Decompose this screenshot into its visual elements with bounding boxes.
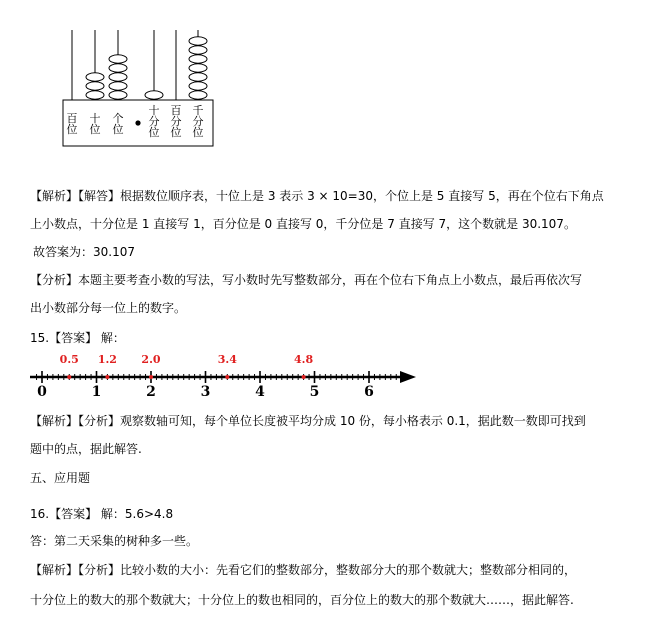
tick-label: 5 — [309, 384, 320, 400]
abacus-bead — [86, 82, 104, 90]
tick-label: 6 — [364, 384, 374, 400]
abacus-label-char: 十 — [89, 112, 101, 125]
q15-header: 15.【答案】 解： — [30, 331, 125, 345]
abacus-bead — [109, 91, 127, 99]
abacus-label-char: 位 — [170, 126, 182, 139]
abacus-label-char: 位 — [192, 126, 204, 139]
abacus-label-char: 位 — [148, 126, 160, 139]
point-marker — [105, 375, 109, 379]
summary-line-1: 【分析】本题主要考查小数的写法，写小数时先写整数部分，再在个位右下角点上小数点，最后再依次写 — [30, 273, 583, 287]
point-label: 1.2 — [97, 353, 117, 366]
analysis-line-1: 【解析】【解答】根据数位顺序表，十位上是 3 表示 3 × 10=30，个位上是 5 直接写 5，再在个位右下角点 — [30, 189, 604, 203]
abacus-figure — [0, 0, 230, 150]
point-label: 3.4 — [217, 353, 237, 366]
abacus-label-char: 百 — [66, 112, 78, 125]
point-marker — [225, 375, 229, 379]
abacus-label-char: 位 — [112, 123, 124, 136]
q15-analysis-line-2: 题中的点，据此解答. — [30, 442, 142, 456]
abacus-label-char: 十 — [148, 104, 160, 117]
q16-analysis-line-2: 十分位上的数大的那个数就大；十分位上的数也相同的，百分位上的数大的那个数就大……，据此解答. — [30, 593, 574, 607]
answer-line: 故答案为：30.107 — [33, 245, 135, 259]
abacus-label-char: 位 — [89, 123, 101, 136]
tick-label: 0 — [37, 384, 47, 400]
abacus-label-char: 个 — [112, 112, 124, 125]
abacus-bead — [109, 55, 127, 63]
abacus-bead — [109, 64, 127, 72]
abacus-bead — [189, 64, 207, 72]
abacus-beads — [86, 37, 207, 99]
abacus-bead — [189, 73, 207, 81]
number-line — [0, 350, 665, 402]
q16-analysis-line-1: 【解析】【分析】比较小数的大小：先看它们的整数部分，整数部分大的那个数就大；整数部分相同的， — [30, 563, 577, 577]
abacus-label-char: 分 — [170, 115, 182, 128]
arrow-head-icon — [400, 371, 416, 383]
abacus-bead — [189, 46, 207, 54]
q15-analysis-line-1: 【解析】【分析】观察数轴可知，每个单位长度被平均分成 10 份，每小格表示 0.1，据此数一数即可找到 — [30, 414, 586, 428]
point-label: 2.0 — [141, 353, 161, 366]
analysis-line-2: 上小数点，十分位是 1 直接写 1，百分位是 0 直接写 0，千分位是 7 直接写 7，这个数就是 30.107。 — [30, 217, 576, 231]
section-5-heading: 五、应用题 — [30, 471, 91, 485]
q16-header: 16.【答案】 解：5.6>4.8 — [30, 507, 174, 521]
q16-answer: 答：第二天采集的树种多一些。 — [30, 534, 199, 548]
point-marker — [67, 375, 71, 379]
abacus-bead — [109, 73, 127, 81]
summary-line-2: 出小数部分每一位上的数字。 — [30, 301, 187, 315]
point-marker — [149, 375, 153, 379]
number-line-group — [30, 353, 416, 400]
point-label: 4.8 — [294, 353, 314, 366]
abacus-bead — [189, 82, 207, 90]
abacus-label-char: 分 — [192, 115, 204, 128]
abacus-bead — [145, 91, 163, 99]
abacus-bead — [189, 37, 207, 45]
tick-label: 1 — [91, 384, 102, 400]
abacus-bead — [189, 55, 207, 63]
abacus-label-char: 百 — [170, 104, 182, 117]
abacus-bead — [86, 91, 104, 99]
tick-label: 3 — [200, 384, 211, 400]
point-label: 0.5 — [59, 353, 79, 366]
point-marker — [302, 375, 306, 379]
tick-label: 2 — [146, 384, 156, 400]
abacus-label-char: 千 — [192, 104, 204, 117]
abacus-label-char: 位 — [66, 123, 78, 136]
abacus-bead — [86, 73, 104, 81]
abacus-bead — [109, 82, 127, 90]
abacus-bead — [189, 91, 207, 99]
tick-label: 4 — [255, 384, 265, 400]
abacus-label-char: 分 — [148, 115, 160, 128]
decimal-point-dot — [135, 120, 140, 125]
